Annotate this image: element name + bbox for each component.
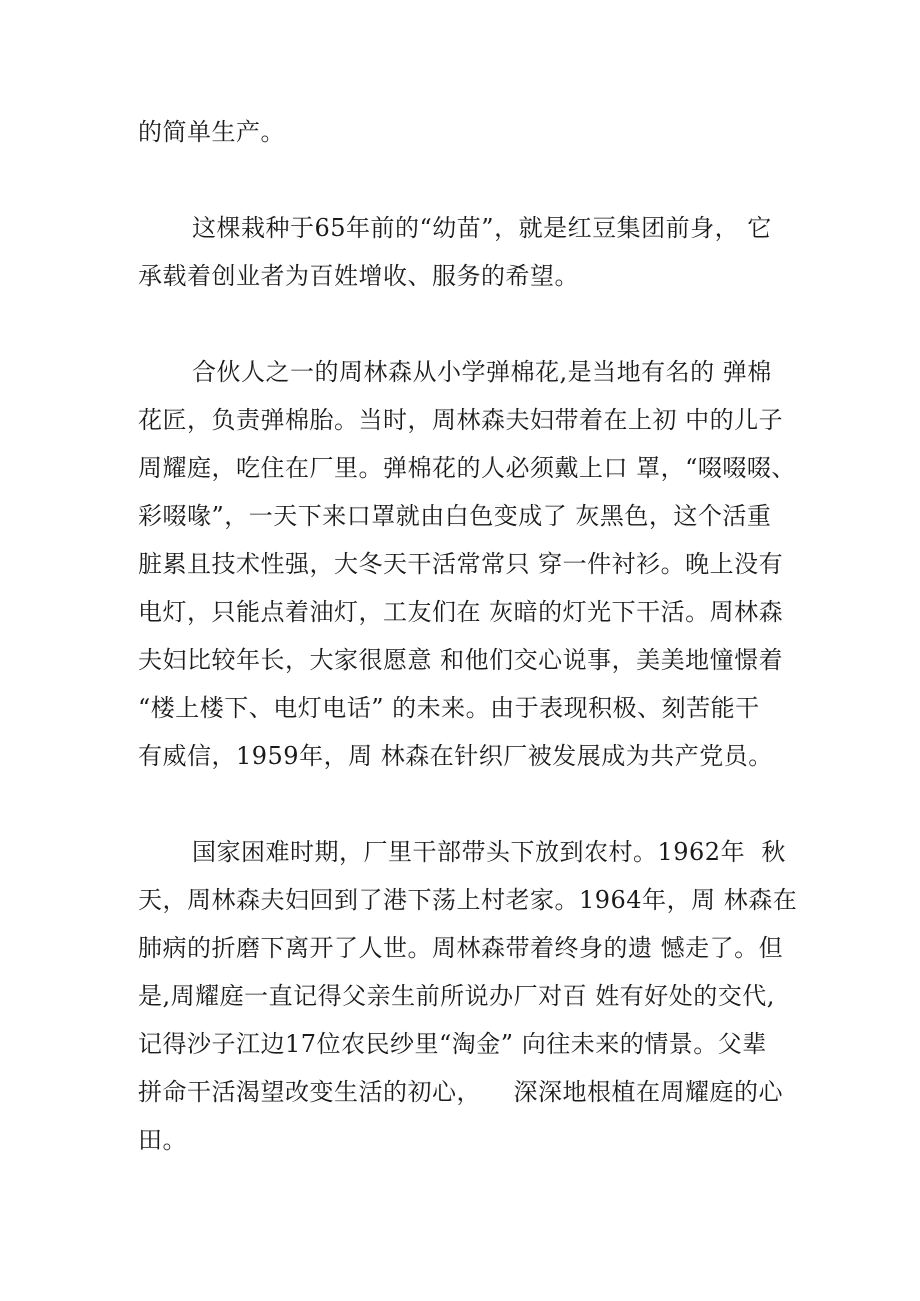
paragraph-line: 合伙人之一的周林森从小学弹棉花,是当地有名的 弹棉 xyxy=(192,358,772,386)
paragraph-line: 国家困难时期，厂里干部带头下放到农村。1962年 秋 xyxy=(192,838,786,866)
paragraph-line: 承载着创业者为百姓增收、服务的希望。 xyxy=(138,262,579,290)
paragraph-line: 脏累且技术性强，大冬天干活常常只 穿一件衬衫。晚上没有 xyxy=(138,550,784,578)
paragraph-line: 这棵栽种于65年前的“幼苗”，就是红豆集团前身， 它 xyxy=(192,214,772,242)
paragraph-line: “楼上楼下、电灯电话” 的未来。由于表现积极、刻苦能干 xyxy=(138,694,760,722)
paragraph-line: 彩啜喙”，一天下来口罩就由白色变成了 灰黑色，这个活重 xyxy=(138,502,772,530)
paragraph-line: 是,周耀庭一直记得父亲生前所说办厂对百 姓有好处的交代, xyxy=(138,982,775,1010)
paragraph-line: 拼命干活渴望改变生活的初心， 深深地根植在周耀庭的心 xyxy=(138,1078,784,1106)
paragraph-line: 周耀庭，吃住在厂里。弹棉花的人必须戴上口 罩，“啜啜啜、 xyxy=(138,454,796,482)
paragraph-line: 田。 xyxy=(138,1126,187,1154)
paragraph-line: 夫妇比较年长，大家很愿意 和他们交心说事，美美地憧憬着 xyxy=(138,646,784,674)
paragraph-line: 记得沙子江边17位农民纱里“淘金” 向往未来的情景。父辈 xyxy=(138,1030,767,1058)
paragraph-line: 天，周林森夫妇回到了港下荡上村老家。1964年，周 林森在 xyxy=(138,886,798,914)
paragraph-line: 的简单生产。 xyxy=(138,118,285,146)
paragraph-line: 电灯，只能点着油灯，工友们在 灰暗的灯光下干活。周林森 xyxy=(138,598,784,626)
paragraph-line: 花匠，负责弹棉胎。当时，周林森夫妇带着在上初 中的儿子 xyxy=(138,406,784,434)
paragraph-line: 肺病的折磨下离开了人世。周林森带着终身的遗 憾走了。但 xyxy=(138,934,784,962)
paragraph-line: 有威信，1959年，周 林森在针织厂被发展成为共产党员。 xyxy=(138,742,773,770)
